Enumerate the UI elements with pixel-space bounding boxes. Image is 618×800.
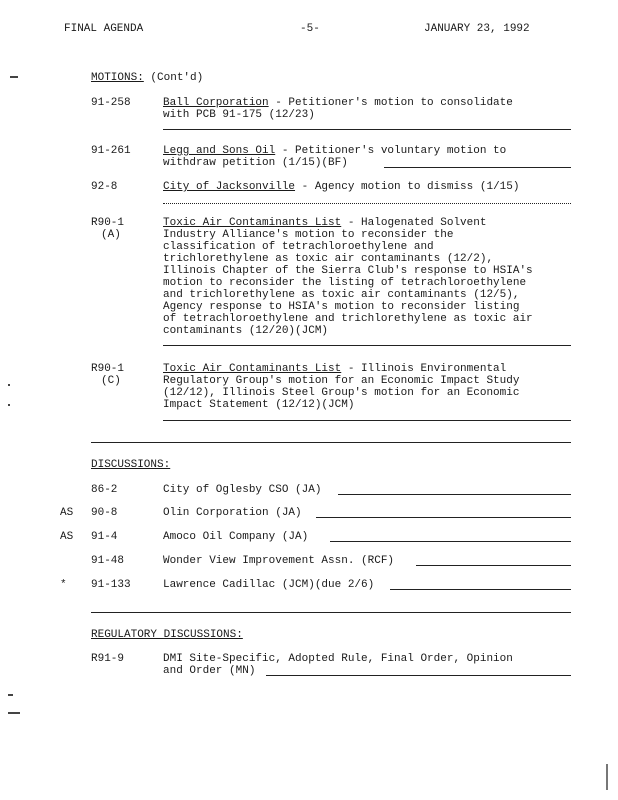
note-line	[91, 612, 571, 613]
header-date: JANUARY 23, 1992	[424, 23, 530, 35]
note-line	[163, 345, 571, 346]
discussion-text: Olin Corporation (JA)	[163, 507, 302, 519]
note-line	[338, 494, 571, 495]
motion-subsection: (A)	[101, 229, 121, 241]
motion-subsection: (C)	[101, 375, 121, 387]
motion-number: R90-1	[91, 217, 125, 229]
motion-text: Toxic Air Contaminants List - Illinois Environmental Regulatory Group's motion for an Economic Impact Study (12/12), Illinois Steel Group's motion for an Economic Impact Statement (12/12)(JCM)	[163, 363, 520, 411]
scan-mark	[10, 76, 18, 78]
discussion-text: Wonder View Improvement Assn. (RCF)	[163, 555, 395, 567]
scan-mark	[606, 764, 608, 790]
discussion-text: Amoco Oil Company (JA)	[163, 531, 309, 543]
motion-number: 91-261	[91, 145, 131, 157]
discussions-heading: DISCUSSIONS:	[91, 459, 171, 471]
discussion-mark: AS	[60, 531, 74, 543]
discussion-number: 86-2	[91, 484, 118, 496]
note-line	[163, 420, 571, 421]
regulatory-heading: REGULATORY DISCUSSIONS:	[91, 629, 243, 641]
note-line	[163, 129, 571, 130]
motion-text: Toxic Air Contaminants List - Halogenated Solvent Industry Alliance's motion to reconsider the classification of tetrachloroethylene and trichlorethylene as toxic air contaminants (12/2), Illinois Chapter of the Sierra Club's response to HSIA's motion to reconsider the listing of tetrachloroethylene and trichlorethylene as toxic air contaminants (12/5), Agency response to HSIA's motion to reconsider listing of tetrachloroethylene and trichlorethylene as toxic air contaminants (12/20)(JCM)	[163, 217, 533, 337]
motion-number: 91-258	[91, 97, 131, 109]
scan-mark	[8, 694, 13, 696]
scan-mark	[8, 384, 10, 386]
note-line	[91, 442, 571, 443]
motion-text: Legg and Sons Oil - Petitioner's voluntary motion to withdraw petition (1/15)(BF)	[163, 145, 507, 169]
discussion-text: City of Oglesby CSO (JA)	[163, 484, 322, 496]
discussion-number: 91-48	[91, 555, 125, 567]
scan-mark	[8, 404, 10, 406]
note-line	[384, 167, 571, 168]
note-line	[330, 541, 571, 542]
motions-heading: MOTIONS: (Cont'd)	[91, 72, 204, 84]
header-left: FINAL AGENDA	[64, 23, 144, 35]
note-line	[266, 675, 571, 676]
regulatory-text: DMI Site-Specific, Adopted Rule, Final Order, Opinion and Order (MN)	[163, 653, 513, 677]
motion-text: City of Jacksonville - Agency motion to dismiss (1/15)	[163, 181, 520, 193]
note-line	[163, 203, 571, 204]
discussion-mark: AS	[60, 507, 74, 519]
discussion-number: 91-4	[91, 531, 118, 543]
motion-number: R90-1	[91, 363, 125, 375]
scan-mark	[8, 712, 20, 714]
note-line	[316, 517, 571, 518]
discussion-text: Lawrence Cadillac (JCM)(due 2/6)	[163, 579, 375, 591]
note-line	[416, 565, 571, 566]
regulatory-number: R91-9	[91, 653, 125, 665]
motion-text: Ball Corporation - Petitioner's motion to consolidate with PCB 91-175 (12/23)	[163, 97, 513, 121]
note-line	[390, 589, 571, 590]
motion-number: 92-8	[91, 181, 118, 193]
discussion-number: 90-8	[91, 507, 118, 519]
discussion-mark: *	[60, 579, 67, 591]
discussion-number: 91-133	[91, 579, 131, 591]
page-number: -5-	[300, 23, 320, 35]
